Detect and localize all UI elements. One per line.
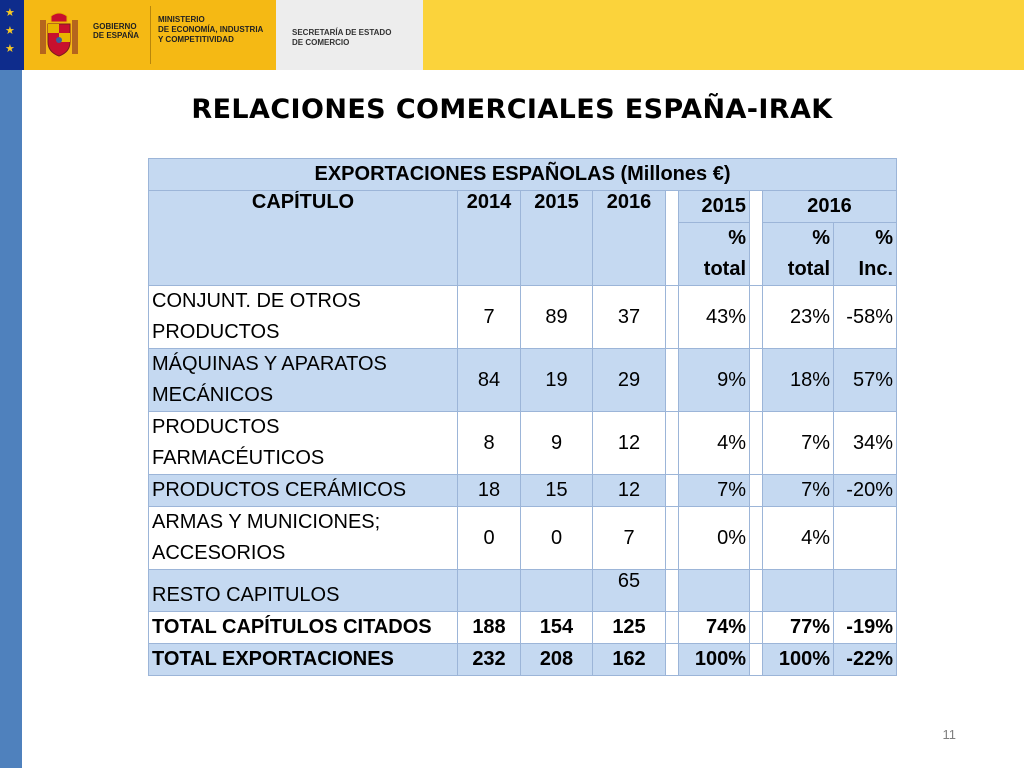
spacer-cell <box>666 412 679 475</box>
spacer-cell <box>750 507 763 570</box>
spacer-cell <box>666 475 679 507</box>
left-accent-bar <box>0 70 22 768</box>
star-icon: ★ <box>5 43 15 55</box>
header-pct-2015-year: 2015 <box>679 191 750 223</box>
spacer-cell <box>750 644 763 676</box>
cell-pct-2015: 7% <box>679 475 750 507</box>
slide-title: RELACIONES COMERCIALES ESPAÑA-IRAK <box>191 94 833 125</box>
table-caption: EXPORTACIONES ESPAÑOLAS (Millones €) <box>149 159 897 191</box>
cell-2016: 65 <box>593 570 666 612</box>
cell-2014: 188 <box>458 612 521 644</box>
cell-pct-inc: 57% <box>834 349 897 412</box>
spacer-cell <box>666 570 679 612</box>
cell-pct-2016: 4% <box>763 507 834 570</box>
spacer-cell <box>750 349 763 412</box>
spacer-cell <box>750 570 763 612</box>
header-pct-total-2016: % total <box>763 223 834 286</box>
header-2015: 2015 <box>521 191 593 286</box>
ministry-label: MINISTERIO DE ECONOMÍA, INDUSTRIA Y COMPETITIVIDAD <box>158 15 264 44</box>
cell-2016: 29 <box>593 349 666 412</box>
cell-2014: 8 <box>458 412 521 475</box>
spacer-cell <box>750 612 763 644</box>
cell-pct-2015 <box>679 570 750 612</box>
cell-2016: 37 <box>593 286 666 349</box>
cell-2015: 89 <box>521 286 593 349</box>
table-row <box>149 644 897 676</box>
cell-pct-2016: 7% <box>763 412 834 475</box>
cell-pct-2016: 7% <box>763 475 834 507</box>
spacer-cell <box>750 412 763 475</box>
cell-pct-2016: 18% <box>763 349 834 412</box>
spacer-cell <box>666 191 679 286</box>
cell-2015: 19 <box>521 349 593 412</box>
spacer-cell <box>750 475 763 507</box>
spacer-cell <box>666 612 679 644</box>
row-label: RESTO CAPITULOS <box>149 570 458 612</box>
header-pct-inc: % Inc. <box>834 223 897 286</box>
cell-2015: 0 <box>521 507 593 570</box>
cell-pct-2016: 23% <box>763 286 834 349</box>
page-number: 11 <box>942 727 956 742</box>
spacer-cell <box>750 191 763 286</box>
cell-pct-inc: -20% <box>834 475 897 507</box>
cell-2015: 208 <box>521 644 593 676</box>
cell-pct-inc <box>834 570 897 612</box>
row-label: ARMAS Y MUNICIONES; ACCESORIOS <box>149 507 458 570</box>
cell-2016: 12 <box>593 412 666 475</box>
coat-of-arms-icon <box>34 10 84 60</box>
cell-2016: 7 <box>593 507 666 570</box>
row-label: TOTAL EXPORTACIONES <box>149 644 458 676</box>
cell-2016: 12 <box>593 475 666 507</box>
gov-label: GOBIERNO DE ESPAÑA <box>93 22 140 40</box>
table-row <box>149 612 897 644</box>
cell-pct-2015: 4% <box>679 412 750 475</box>
cell-pct-2016: 100% <box>763 644 834 676</box>
cell-2016: 125 <box>593 612 666 644</box>
cell-pct-2015: 9% <box>679 349 750 412</box>
cell-2014: 7 <box>458 286 521 349</box>
cell-pct-inc: 34% <box>834 412 897 475</box>
star-icon: ★ <box>5 7 15 19</box>
cell-pct-2016 <box>763 570 834 612</box>
header-pct-total-2015: % total <box>679 223 750 286</box>
spacer-cell <box>666 507 679 570</box>
cell-pct-inc <box>834 507 897 570</box>
cell-pct-2015: 100% <box>679 644 750 676</box>
cell-pct-2015: 0% <box>679 507 750 570</box>
cell-2014: 0 <box>458 507 521 570</box>
secretariat-label: SECRETARÍA DE ESTADO DE COMERCIO <box>292 28 392 47</box>
table-row <box>149 507 897 570</box>
header-2016: 2016 <box>593 191 666 286</box>
cell-pct-2015: 43% <box>679 286 750 349</box>
cell-2015 <box>521 570 593 612</box>
table-row <box>149 570 897 612</box>
cell-pct-inc: -58% <box>834 286 897 349</box>
cell-2014: 84 <box>458 349 521 412</box>
cell-pct-2016: 77% <box>763 612 834 644</box>
row-label: PRODUCTOS FARMACÉUTICOS <box>149 412 458 475</box>
cell-2015: 154 <box>521 612 593 644</box>
cell-2014 <box>458 570 521 612</box>
header-pct-2016-year: 2016 <box>763 191 897 223</box>
star-icon: ★ <box>5 25 15 37</box>
row-label: MÁQUINAS Y APARATOS MECÁNICOS <box>149 349 458 412</box>
divider <box>150 6 151 64</box>
cell-pct-inc: -19% <box>834 612 897 644</box>
table-row <box>149 475 897 507</box>
cell-2015: 9 <box>521 412 593 475</box>
cell-2014: 18 <box>458 475 521 507</box>
spacer-cell <box>666 644 679 676</box>
eu-flag-strip <box>0 0 24 70</box>
row-label: TOTAL CAPÍTULOS CITADOS <box>149 612 458 644</box>
cell-pct-inc: -22% <box>834 644 897 676</box>
exports-table <box>148 158 897 676</box>
spacer-cell <box>666 286 679 349</box>
row-label: CONJUNT. DE OTROS PRODUCTOS <box>149 286 458 349</box>
row-label: PRODUCTOS CERÁMICOS <box>149 475 458 507</box>
header-2014: 2014 <box>458 191 521 286</box>
table-row <box>149 412 897 475</box>
cell-2016: 162 <box>593 644 666 676</box>
cell-2014: 232 <box>458 644 521 676</box>
header-chapter: CAPÍTULO <box>149 191 458 286</box>
spacer-cell <box>666 349 679 412</box>
cell-2015: 15 <box>521 475 593 507</box>
cell-pct-2015: 74% <box>679 612 750 644</box>
spacer-cell <box>750 286 763 349</box>
table-row <box>149 286 897 349</box>
table-row <box>149 349 897 412</box>
